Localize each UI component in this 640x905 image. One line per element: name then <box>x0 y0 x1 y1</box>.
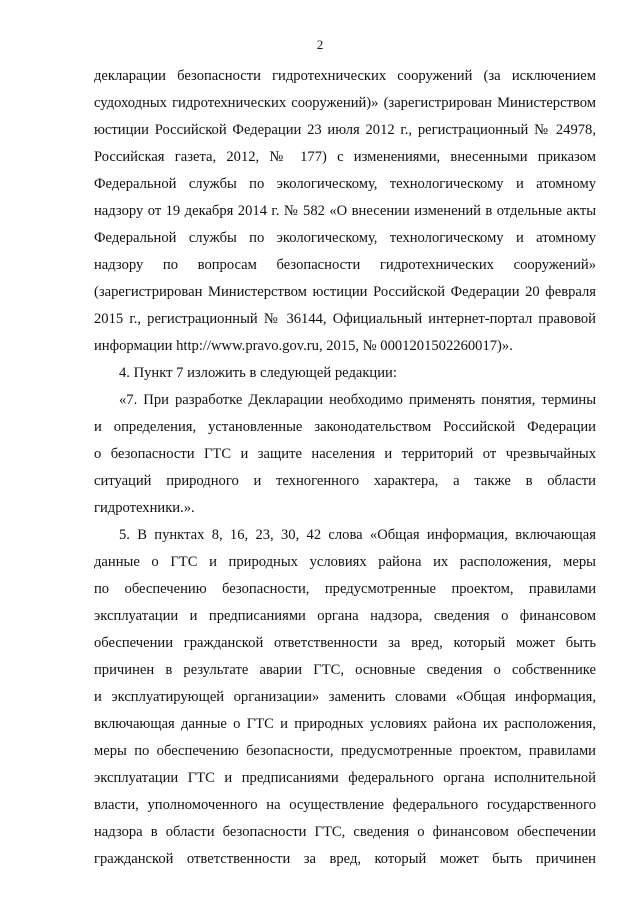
text-line: судоходных гидротехнических сооружений)» (зарегистрирован Министерством <box>94 95 596 111</box>
text-line: и эксплуатирующей организации» заменить словами «Общая информация, <box>94 689 596 705</box>
text-line: 5. В пунктах 8, 16, 23, 30, 42 слова «Общая информация, включающая <box>119 527 596 543</box>
text-line: надзору по вопросам безопасности гидротехнических сооружений» <box>94 257 596 273</box>
text-line: по обеспечению безопасности, предусмотренные проектом, правилами <box>94 581 596 597</box>
page-number: 2 <box>316 37 324 52</box>
text-line: Федеральной службы по экологическому, технологическому и атомному <box>94 230 596 246</box>
text-line: юстиции Российской Федерации 23 июля 2012 г., регистрационный № 24978, <box>94 122 596 138</box>
text-line: обеспечении гражданской ответственности за вред, который может быть <box>94 635 596 651</box>
text-line: надзора в области безопасности ГТС, сведения о финансовом обеспечении <box>94 824 596 840</box>
text-line: и определения, установленные законодательством Российской Федерации <box>94 419 596 435</box>
text-line: Федеральной службы по экологическому, технологическому и атомному <box>94 176 596 192</box>
text-line: эксплуатации и предписаниями органа надзора, сведения о финансовом <box>94 608 596 624</box>
text-line: о безопасности ГТС и защите населения и территорий от чрезвычайных <box>94 446 596 462</box>
text-line: ситуаций природного и техногенного характера, а также в области <box>94 473 596 489</box>
text-line: надзору от 19 декабря 2014 г. № 582 «О внесении изменений в отдельные акты <box>94 203 596 219</box>
text-line: причинен в результате аварии ГТС, основные сведения о собственнике <box>94 662 596 678</box>
text-line: гражданской ответственности за вред, который может быть причинен <box>94 851 596 867</box>
text-line: власти, уполномоченного на осуществление федерального государственного <box>94 797 596 813</box>
text-line: 2015 г., регистрационный № 36144, Официальный интернет-портал правовой <box>94 311 596 327</box>
text-line: декларации безопасности гидротехнических сооружений (за исключением <box>94 68 596 84</box>
text-line: включающая данные о ГТС и природных условиях района их расположения, <box>94 716 596 732</box>
text-line: эксплуатации ГТС и предписаниями федерального органа исполнительной <box>94 770 596 786</box>
text-line: Российская газета, 2012, № 177) с изменениями, внесенными приказом <box>94 149 596 165</box>
text-line: данные о ГТС и природных условиях района их расположения, меры <box>94 554 596 570</box>
text-line: информации http://www.pravo.gov.ru, 2015, № 0001201502260017)». <box>94 338 513 354</box>
paragraph-heading: 4. Пункт 7 изложить в следующей редакции: <box>119 365 397 381</box>
text-line: гидротехники.». <box>94 500 195 516</box>
text-line: «7. При разработке Декларации необходимо применять понятия, термины <box>119 392 596 408</box>
text-line: (зарегистрирован Министерством юстиции Российской Федерации 20 февраля <box>94 284 596 300</box>
text-line: меры по обеспечению безопасности, предусмотренные проектом, правилами <box>94 743 596 759</box>
